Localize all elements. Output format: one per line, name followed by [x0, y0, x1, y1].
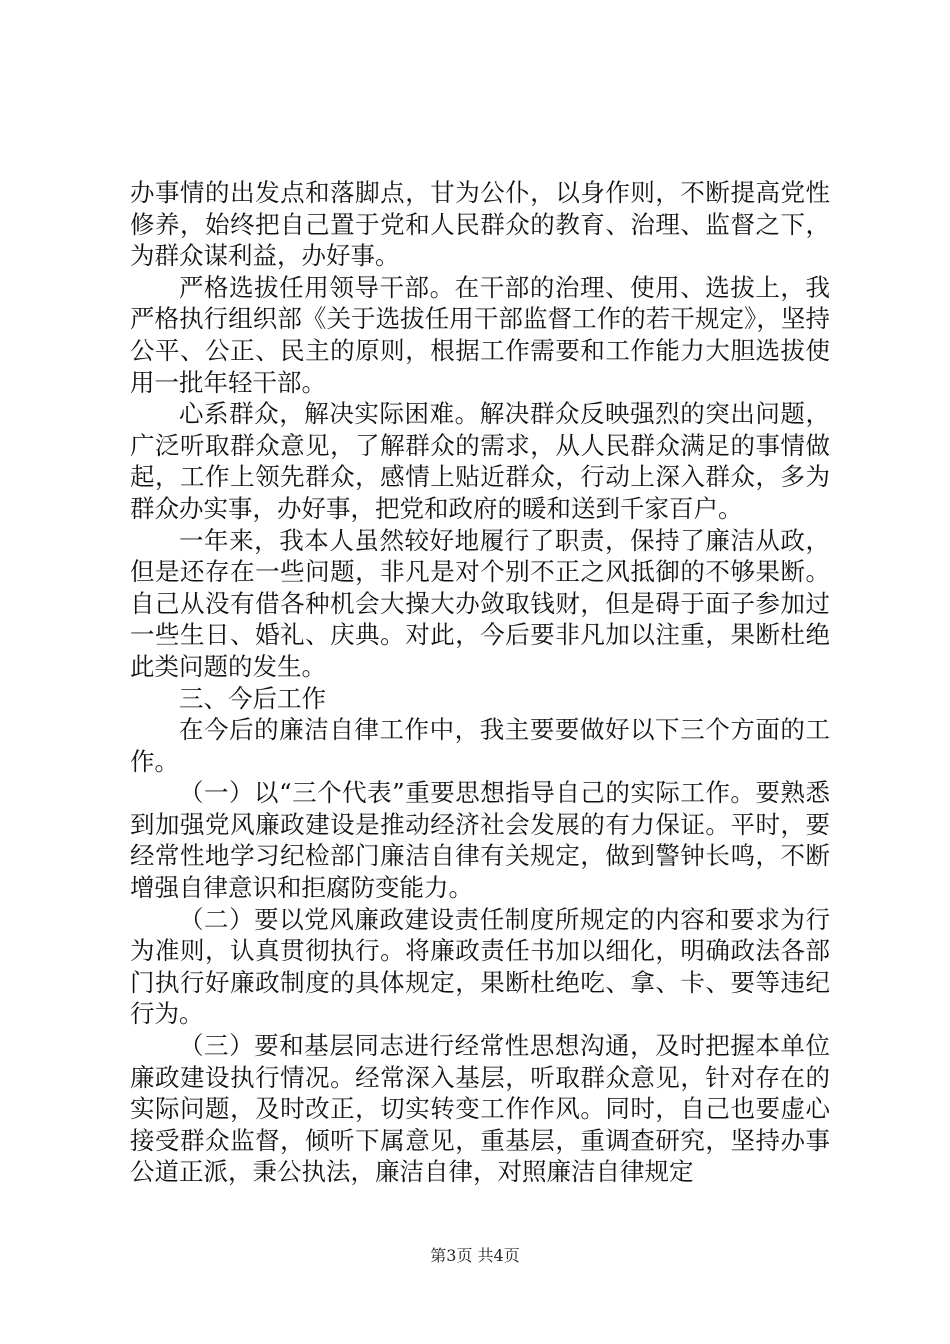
paragraph-8: （二）要以党风廉政建设责任制度所规定的内容和要求为行为准则，认真贯彻执行。将廉政责任书加以细化，明确政法各部门执行好廉政制度的具体规定，果断杜绝吃、拿、卡、要等违纪行为。 — [130, 904, 830, 1029]
paragraph-2: 严格选拔任用领导干部。在干部的治理、使用、选拔上，我严格执行组织部《关于选拔任用干部监督工作的若干规定》，坚持公平、公正、民主的原则，根据工作需要和工作能力大胆选拔使用一批年轻干部。 — [130, 272, 830, 397]
paragraph-3: 心系群众，解决实际困难。解决群众反映强烈的突出问题，广泛听取群众意见，了解群众的需求，从人民群众满足的事情做起，工作上领先群众，感情上贴近群众，行动上深入群众，多为群众办实事，办好事，把党和政府的暖和送到千家百户。 — [130, 399, 830, 523]
section-heading-3: 三、今后工作 — [179, 683, 326, 713]
page-indicator: 第3页 共4页 — [430, 1246, 520, 1265]
document-body — [130, 177, 830, 1188]
paragraph-1: 办事情的出发点和落脚点，甘为公仆，以身作则，不断提高党性修养，始终把自己置于党和人民群众的教育、治理、监督之下，为群众谋利益，办好事。 — [130, 178, 830, 271]
paragraph-4: 一年来，我本人虽然较好地履行了职责，保持了廉洁从政，但是还存在一些问题，非凡是对个别不正之风抵御的不够果断。自己从没有借各种机会大操大办敛取钱财，但是碍于面子参加过一些生日、婚礼、庆典。对此，今后要非凡加以注重，果断杜绝此类问题的发生。 — [130, 525, 830, 681]
paragraph-7: （一）以“三个代表”重要思想指导自己的实际工作。要熟悉到加强党风廉政建设是推动经济社会发展的有力保证。平时，要经常性地学习纪检部门廉洁自律有关规定，做到警钟长鸣，不断增强自律意识和拒腐防变能力。 — [130, 778, 830, 903]
paragraph-9: （三）要和基层同志进行经常性思想沟通，及时把握本单位廉政建设执行情况。经常深入基层，听取群众意见，针对存在的实际问题，及时改正，切实转变工作作风。同时，自己也要虚心接受群众监督，倾听下属意见，重基层，重调查研究，坚持办事公道正派，秉公执法，廉洁自律，对照廉洁自律规定 — [130, 1031, 830, 1187]
paragraph-6: 在今后的廉洁自律工作中，我主要要做好以下三个方面的工作。 — [130, 715, 830, 776]
page-footer — [0, 1246, 950, 1266]
